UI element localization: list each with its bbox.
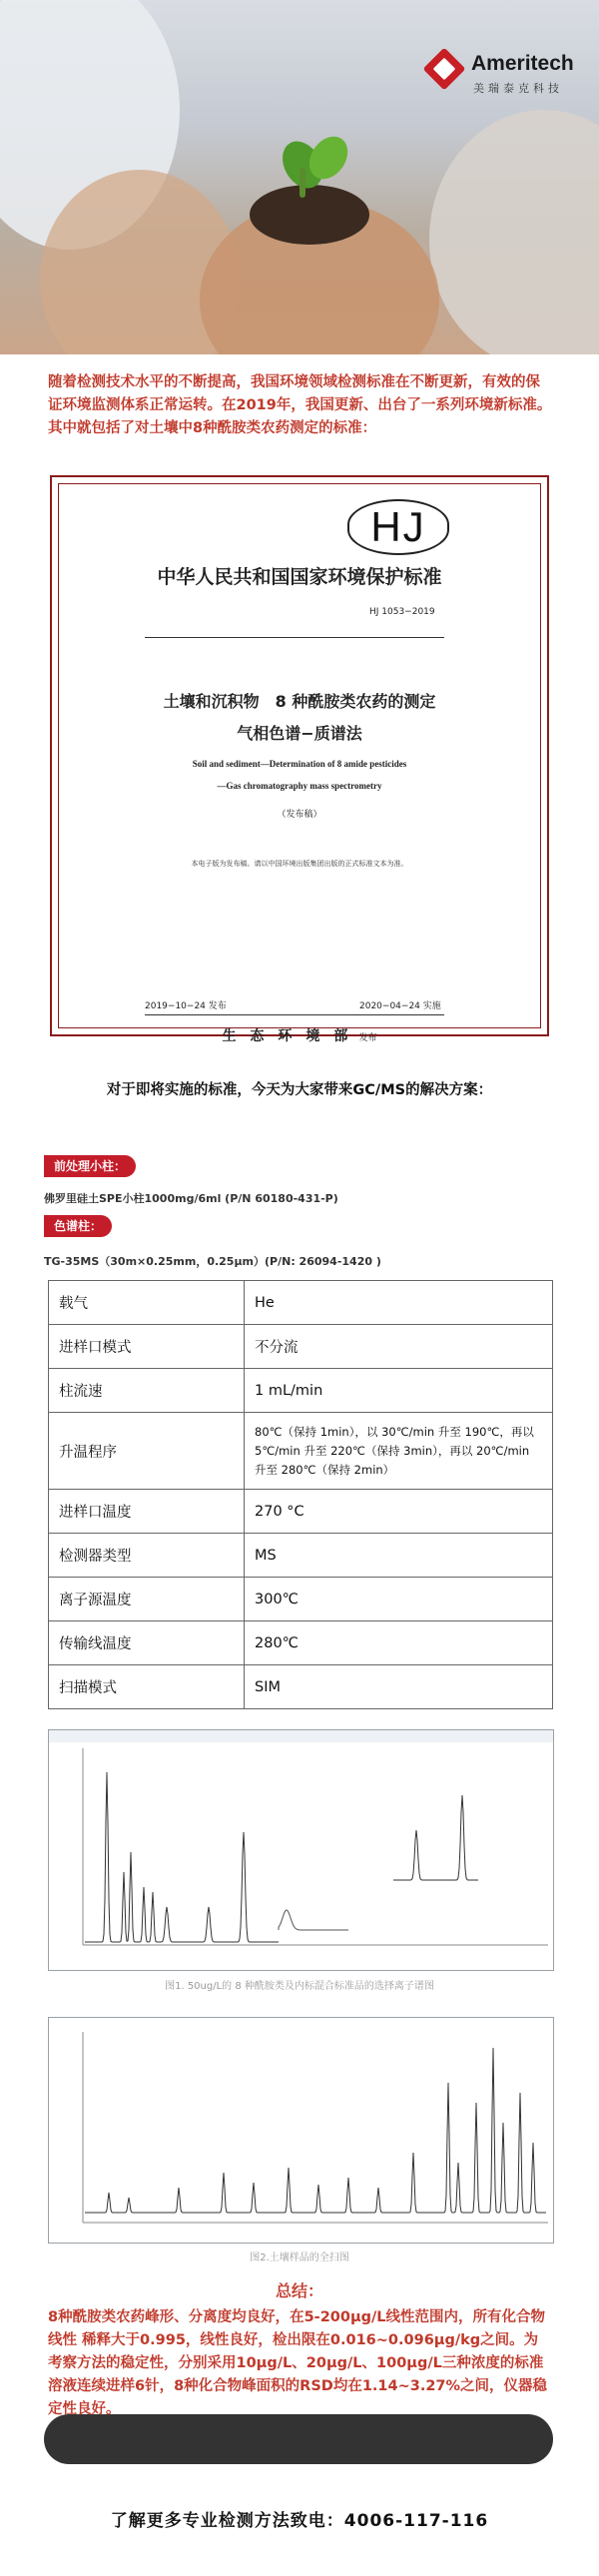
- contact-line: 了解更多专业检测方法致电：4006-117-116: [110, 2511, 489, 2531]
- chart1-titlebar: [49, 1730, 553, 1742]
- chromatogram-1: [48, 1729, 554, 1971]
- param-key: 升温程序: [49, 1413, 245, 1490]
- standard-edition: （发布稿）: [277, 810, 322, 820]
- param-key: 检测器类型: [49, 1534, 245, 1578]
- effective-date: 2020−04−24 实施: [359, 1001, 441, 1011]
- chart1-caption: 图1. 50ug/L的 8 种酰胺类及内标混合标准品的选择离子谱图: [165, 1981, 434, 1992]
- table-row: [49, 1578, 553, 1621]
- table-row: [49, 1413, 553, 1490]
- brand-subtitle: 美瑞泰克科技: [473, 82, 563, 95]
- table-row: [49, 1621, 553, 1665]
- standard-number: HJ 1053−2019: [369, 607, 435, 617]
- logo-icon: [423, 48, 466, 91]
- gc-ms-parameters-table: [48, 1280, 553, 1709]
- chromatogram-2-plot: [49, 2018, 553, 2243]
- param-key: 离子源温度: [49, 1578, 245, 1621]
- standard-title-en-line1: Soil and sediment—Determination of 8 amide pesticides: [192, 759, 407, 769]
- table-row: [49, 1369, 553, 1413]
- param-value: 270 °C: [245, 1490, 553, 1534]
- standard-authority-suffix: 发布: [358, 1033, 377, 1043]
- brand-logo: [425, 48, 585, 108]
- doc-divider-bottom: [145, 1014, 444, 1015]
- param-key: 扫描模式: [49, 1665, 245, 1709]
- param-key: 传输线温度: [49, 1621, 245, 1665]
- standard-authority: 生 态 环 境 部: [222, 1028, 348, 1044]
- chart2-trace: [85, 2048, 546, 2213]
- param-value: 不分流: [245, 1325, 553, 1369]
- pretreatment-tag: 前处理小柱：: [44, 1155, 136, 1177]
- param-value: 300℃: [245, 1578, 553, 1621]
- table-row: [49, 1281, 553, 1325]
- publish-date: 2019−10−24 发布: [145, 1001, 227, 1011]
- summary-title: 总结：: [275, 2281, 323, 2300]
- table-row: [49, 1534, 553, 1578]
- chart1-trace: [393, 1795, 478, 1880]
- table-row: [49, 1325, 553, 1369]
- table-row: [49, 1490, 553, 1534]
- summary-paragraph: 8种酰胺类农药峰形、分离度均良好，在5-200μg/L线性范围内，所有化合物线性 稀释大于0.995，线性良好，检出限在0.016~0.096μg/kg之间。为考察方法的稳定性，分别采用10μg/L、20μg/L、100μg/L三种浓度的标准溶液连续进样6针，8种化合物峰面积的RSD均在1.14~3.27%之间，仪器稳定性良好。: [48, 2309, 548, 2417]
- summary-shadow: [44, 2414, 553, 2464]
- column-text: TG-35MS（30m×0.25mm，0.25μm）(P/N: 26094-1420 ): [44, 1255, 381, 1268]
- standard-title-en-line2: —Gas chromatography mass spectrometry: [217, 781, 382, 791]
- param-value: 280℃: [245, 1621, 553, 1665]
- solution-intro: 对于即将实施的标准，今天为大家带来GC/MS的解决方案：: [106, 1082, 493, 1098]
- param-value: SIM: [245, 1665, 553, 1709]
- hj-badge: HJ: [347, 499, 449, 555]
- param-key: 载气: [49, 1281, 245, 1325]
- standard-authority-block: [200, 1025, 399, 1045]
- standard-title-line2: 气相色谱−质谱法: [237, 724, 362, 743]
- standard-note: 本电子版为发布稿。请以中国环境出版集团出版的正式标准文本为准。: [191, 860, 408, 868]
- param-key: 进样口温度: [49, 1490, 245, 1534]
- doc-divider: [145, 637, 444, 638]
- intro-paragraph: 随着检测技术水平的不断提高，我国环境领域检测标准在不断更新，有效的保证环境监测体系正常运转。在2019年，我国更新、出台了一系列环境新标准。其中就包括了对土壤中8种酰胺类农药测定的标准：: [48, 374, 552, 436]
- standard-org: 中华人民共和国国家环境保护标准: [157, 566, 442, 588]
- param-value: 1 mL/min: [245, 1369, 553, 1413]
- param-value: MS: [245, 1534, 553, 1578]
- param-value: He: [245, 1281, 553, 1325]
- chart2-caption: 图2.土壤样品的全扫图: [250, 2253, 349, 2263]
- table-row: [49, 1665, 553, 1709]
- standard-title-line1: 土壤和沉积物 8 种酰胺类农药的测定: [163, 692, 436, 711]
- chart1-trace: [85, 1772, 279, 1942]
- chromatogram-1-plot: [49, 1730, 553, 1970]
- brand-name: Ameritech: [471, 52, 574, 75]
- param-key: 柱流速: [49, 1369, 245, 1413]
- pretreatment-text: 佛罗里硅土SPE小柱1000mg/6ml (P/N 60180-431-P): [44, 1192, 338, 1205]
- chart1-trace: [279, 1910, 348, 1930]
- chromatogram-2: [48, 2017, 554, 2244]
- param-value: 80℃（保持 1min），以 30℃/min 升至 190℃，再以 5℃/min 升至 220℃（保持 3min），再以 20℃/min 升至 280℃（保持 2min）: [245, 1413, 553, 1490]
- column-tag: 色谱柱：: [44, 1215, 112, 1237]
- param-key: 进样口模式: [49, 1325, 245, 1369]
